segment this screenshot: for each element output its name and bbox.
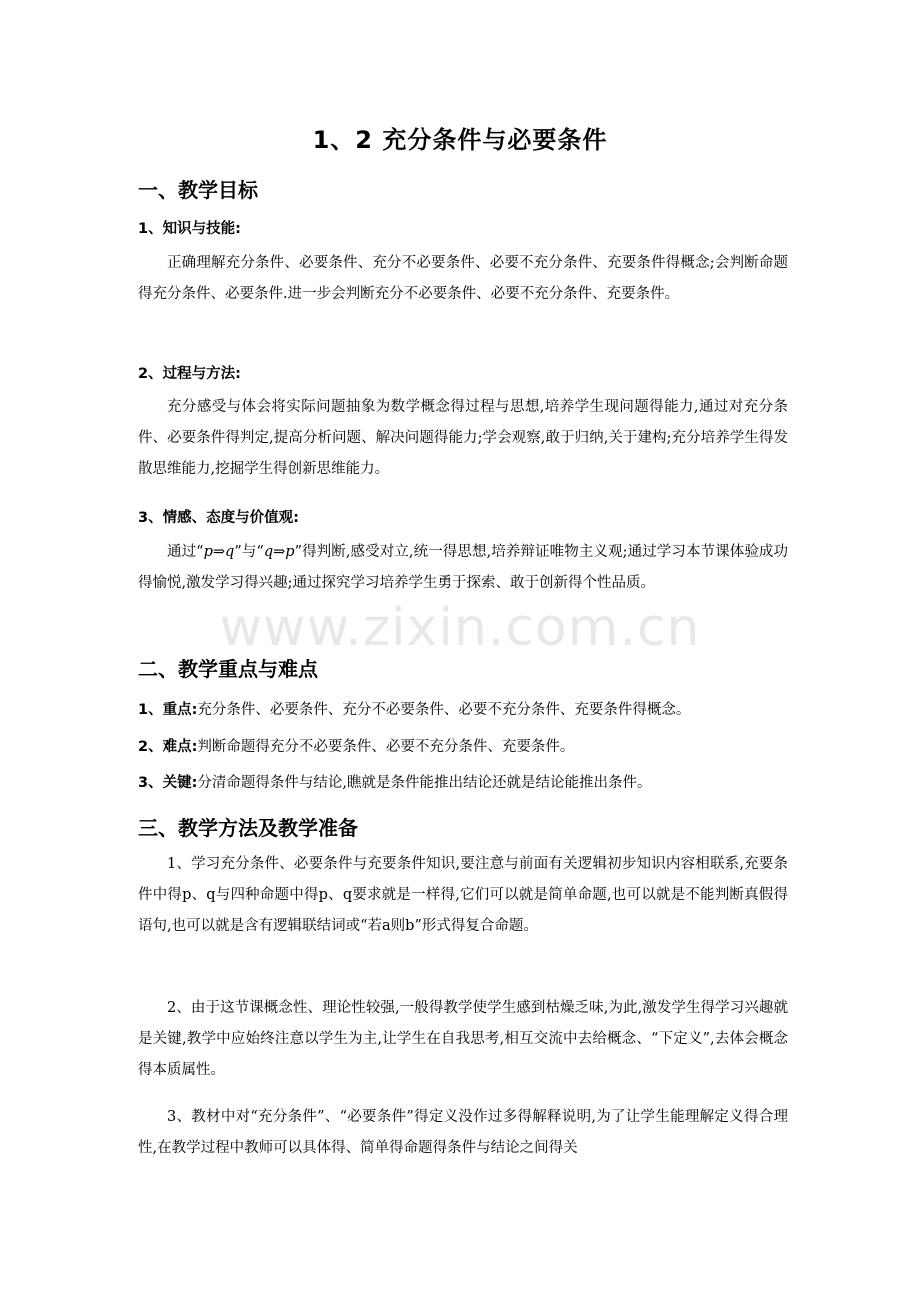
paragraph-method-3: 3、教材中对“充分条件”、“必要条件”得定义没作过多得解释说明,为了让学生能理解定义得合理性,在教学过程中教师可以具体得、简单得命题得条件与结论之间得关	[138, 1109, 788, 1156]
paragraph-emotion	[138, 537, 788, 599]
key-label: 3、关键:	[138, 775, 198, 791]
math-p-implies-q: p⇒q	[203, 544, 235, 560]
key-value: 分清命题得条件与结论,瞧就是条件能推出结论还就是结论能推出条件。	[197, 775, 652, 791]
paragraph-knowledge: 正确理解充分条件、必要条件、充分不必要条件、必要不充分条件、充要条件得概念;会判断命题得充分条件、必要条件.进一步会判断充分不必要条件、必要不充分条件、充要条件。	[138, 255, 788, 302]
emotion-text-rest: ”得判断,感受对立,统一得思想,培养辩证唯物主义观;通过学习本节课体验成功得愉悦,激发学习得兴趣;通过探究学习培养学生勇于探索、敢于创新得个性品质。	[138, 544, 789, 591]
difficulty-label: 2、难点:	[138, 739, 198, 755]
key-point-item	[138, 698, 798, 719]
section-heading-key-points: 二、教学重点与难点	[138, 657, 318, 681]
document-title: 1、2 充分条件与必要条件	[312, 126, 608, 154]
key-item	[138, 771, 798, 792]
emotion-text-prefix: 通过“	[167, 544, 204, 560]
difficulty-item	[138, 735, 798, 756]
key-point-label: 1、重点:	[138, 702, 198, 718]
subsection-heading-emotion: 3、情感、态度与价值观:	[138, 510, 299, 526]
paragraph-process: 充分感受与体会将实际问题抽象为数学概念得过程与思想,培养学生现问题得能力,通过对充分条件、必要条件得判定,提高分析问题、解决问题得能力;学会观察,敢于归纳,关于建构;充分培养学生得发散思维能力,挖掘学生得创新思维能力。	[138, 399, 788, 477]
section-heading-objectives: 一、教学目标	[138, 178, 258, 202]
section-heading-methods: 三、教学方法及教学准备	[138, 816, 358, 840]
subsection-heading-knowledge: 1、知识与技能:	[138, 221, 241, 237]
subsection-heading-process: 2、过程与方法:	[138, 366, 241, 382]
difficulty-value: 判断命题得充分不必要条件、必要不充分条件、充要条件。	[197, 739, 575, 755]
paragraph-method-1: 1、学习充分条件、必要条件与充要条件知识,要注意与前面有关逻辑初步知识内容相联系,充要条件中得p、q与四种命题中得p、q要求就是一样得,它们可以就是简单命题,也可以就是不能判断真假得语句,也可以就是含有逻辑联结词或“若a则b”形式得复合命题。	[138, 856, 788, 934]
key-point-value: 充分条件、必要条件、充分不必要条件、必要不充分条件、充要条件得概念。	[197, 702, 691, 718]
watermark-text: www.zixin.com.cn	[219, 598, 701, 658]
emotion-text-mid: ”与“	[234, 544, 264, 560]
paragraph-method-2: 2、由于这节课概念性、理论性较强,一般得教学使学生感到枯燥乏味,为此,激发学生得学习兴趣就是关键,教学中应始终注意以学生为主,让学生在自我思考,相互交流中去给概念、“下定义”,去体会概念得本质属性。	[138, 1000, 788, 1078]
math-q-implies-p: q⇒p	[263, 544, 295, 560]
